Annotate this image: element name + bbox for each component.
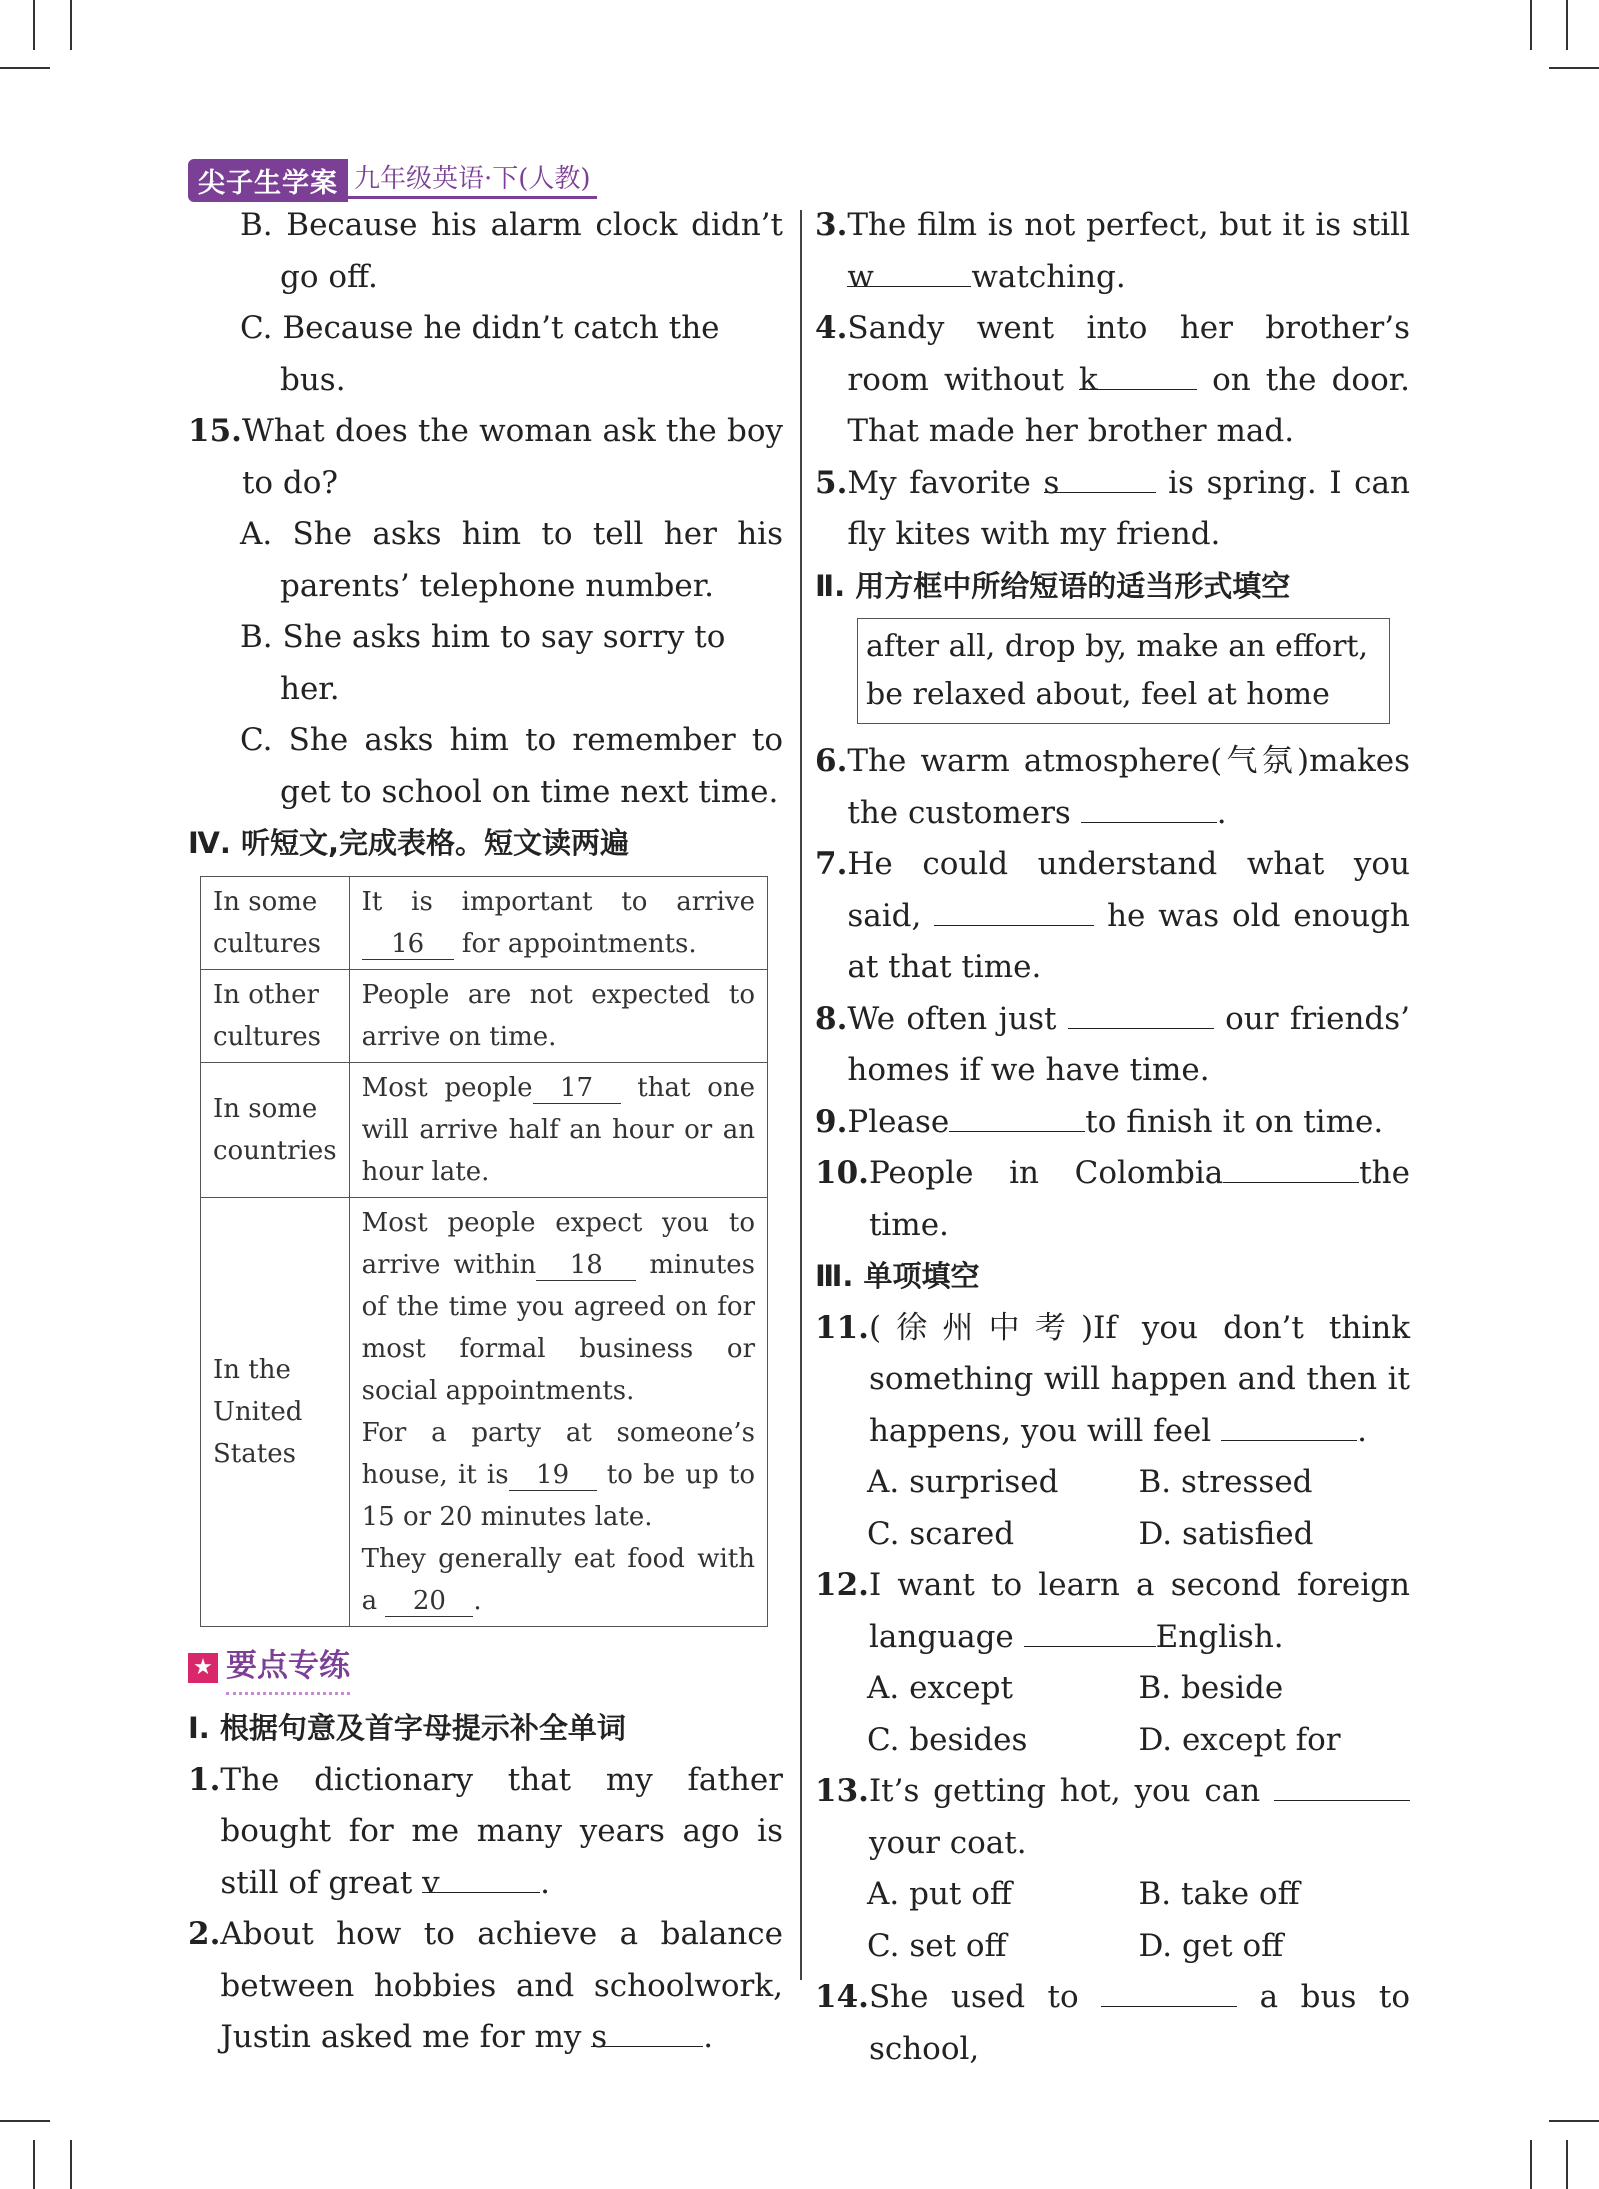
question-14: 14. She used to a bus to school, — [815, 1972, 1410, 2075]
listening-table — [200, 876, 768, 1627]
q15-option-c: C. She asks him to remember to get to school on time next time. — [240, 722, 783, 810]
table-row — [201, 1062, 768, 1197]
question-3: 3. The film is not perfect, but it is still w watching. — [815, 207, 1410, 295]
option-d[interactable]: D. satisfied — [1138, 1515, 1314, 1552]
question-5: 5. My favorite s is spring. I can fly kites with my friend. — [815, 458, 1410, 561]
answer-blank-19[interactable]: 19 — [509, 1460, 597, 1491]
q11-options — [815, 1509, 1410, 1561]
table-cell: In other cultures — [201, 969, 350, 1062]
question-11: 11. (徐州中考)If you don’t think something will happen and then it happens, you will feel . — [815, 1309, 1410, 1449]
answer-blank[interactable] — [1223, 1148, 1359, 1183]
q13-options — [815, 1921, 1410, 1973]
question-6: 6. The warm atmosphere(气氛)makes the customers . — [815, 743, 1410, 831]
answer-blank[interactable] — [1221, 1406, 1357, 1441]
crop-mark — [1530, 2140, 1532, 2189]
crop-mark — [70, 2140, 72, 2189]
option-b[interactable]: B. take off — [1138, 1876, 1300, 1912]
question-15: 15. What does the woman ask the boy to do? — [188, 413, 783, 501]
q15-option-b: B. She asks him to say sorry to her. — [240, 619, 726, 707]
crop-mark — [33, 0, 35, 50]
crop-mark — [33, 2140, 35, 2189]
answer-blank-17[interactable]: 17 — [533, 1073, 621, 1104]
answer-blank[interactable] — [1024, 1612, 1156, 1647]
option-c[interactable]: C. besides — [867, 1721, 1028, 1758]
crop-mark — [1549, 67, 1599, 69]
table-cell: Most people 17 that one will arrive half an hour or an hour late. — [349, 1062, 767, 1197]
section-3-title: Ⅲ. 单项填空 — [815, 1259, 980, 1293]
q13-options — [815, 1869, 1410, 1921]
q15-option-a: A. She asks him to tell her his parents’ telephone number. — [240, 516, 783, 604]
option-b[interactable]: B. stressed — [1138, 1464, 1313, 1500]
section-4-title: Ⅳ. 听短文,完成表格。短文读两遍 — [188, 826, 629, 860]
answer-blank[interactable]: s — [591, 2012, 703, 2047]
crop-mark — [1530, 0, 1532, 50]
option-a[interactable]: A. surprised — [867, 1464, 1059, 1500]
table-cell: People are not expected to arrive on time. — [349, 969, 767, 1062]
right-column — [815, 200, 1410, 2075]
option-a[interactable]: A. except — [867, 1670, 1013, 1706]
table-row — [201, 876, 768, 969]
crop-mark — [1549, 2120, 1599, 2122]
question-12: 12. I want to learn a second foreign language English. — [815, 1567, 1410, 1655]
answer-blank[interactable]: v — [422, 1858, 540, 1893]
book-subtitle: 九年级英语·下(人教) — [348, 162, 597, 199]
answer-blank[interactable] — [1274, 1766, 1410, 1801]
q14-option-b: B. Because his alarm clock didn’t go off. — [240, 207, 783, 295]
answer-blank[interactable] — [1081, 788, 1217, 823]
q12-options — [815, 1663, 1410, 1715]
q14-option-c: C. Because he didn’t catch the bus. — [240, 310, 720, 398]
option-b[interactable]: B. beside — [1138, 1670, 1284, 1706]
table-row — [201, 1197, 768, 1626]
section-1-title: Ⅰ. 根据句意及首字母提示补全单词 — [188, 1711, 626, 1745]
table-cell: Most people expect you to arrive within 18 minutes of the time you agreed on for most formal business or social appointments. For a party at someone’s house, it is 19 to be up to 15 or 20 minutes late. They generally eat food with a 20 . — [349, 1197, 767, 1626]
question-8: 8. We often just our friends’ homes if we have time. — [815, 994, 1410, 1097]
question-2: 2. About how to achieve a balance between hobbies and schoolwork, Justin asked me for my s . — [188, 1916, 783, 2055]
option-c[interactable]: C. scared — [867, 1515, 1015, 1552]
table-cell: In some countries — [201, 1062, 350, 1197]
page-header — [188, 160, 597, 200]
crop-mark — [70, 0, 72, 50]
option-c[interactable]: C. set off — [867, 1927, 1007, 1964]
answer-blank[interactable] — [949, 1097, 1085, 1132]
q11-options — [815, 1457, 1410, 1509]
table-cell: In the United States — [201, 1197, 350, 1626]
table-row — [201, 969, 768, 1062]
question-10: 10. People in Colombia the time. — [815, 1148, 1410, 1251]
answer-blank[interactable]: s — [1044, 458, 1156, 493]
section-2-title: Ⅱ. 用方框中所给短语的适当形式填空 — [815, 568, 1291, 603]
question-9: 9. Please to finish it on time. — [815, 1097, 1410, 1149]
star-icon: ★ — [188, 1653, 218, 1683]
answer-blank-18[interactable]: 18 — [536, 1250, 636, 1281]
question-4: 4. Sandy went into her brother’s room without k on the door. That made her brother mad. — [815, 310, 1411, 449]
key-practice-heading: ★ 要点专练 — [188, 1641, 783, 1696]
option-d[interactable]: D. get off — [1138, 1927, 1284, 1964]
brand-label: 尖子生学案 — [188, 159, 348, 202]
crop-mark — [0, 2120, 50, 2122]
option-d[interactable]: D. except for — [1138, 1721, 1341, 1758]
answer-blank-20[interactable]: 20 — [385, 1586, 473, 1617]
crop-mark — [1566, 2140, 1568, 2189]
option-a[interactable]: A. put off — [867, 1876, 1012, 1912]
crop-mark — [0, 67, 50, 69]
answer-blank[interactable] — [1068, 994, 1214, 1029]
table-cell: In some cultures — [201, 876, 350, 969]
q12-options — [815, 1715, 1410, 1767]
phrase-box: after all, drop by, make an effort, be relaxed about, feel at home — [857, 618, 1390, 724]
answer-blank[interactable]: w — [847, 252, 971, 287]
answer-blank-16[interactable]: 16 — [362, 929, 454, 960]
table-cell: It is important to arrive16 for appointments. — [349, 876, 767, 969]
question-13: 13. It’s getting hot, you can your coat. — [815, 1766, 1410, 1869]
answer-blank[interactable] — [1101, 1972, 1237, 2007]
crop-mark — [1566, 0, 1568, 50]
column-divider — [800, 210, 802, 1980]
left-column — [188, 200, 783, 2064]
answer-blank[interactable] — [934, 891, 1094, 926]
answer-blank[interactable]: k — [1079, 355, 1197, 390]
question-1: 1. The dictionary that my father bought for me many years ago is still of great v . — [188, 1761, 783, 1901]
question-7: 7. He could understand what you said, he was old enough at that time. — [815, 846, 1410, 985]
